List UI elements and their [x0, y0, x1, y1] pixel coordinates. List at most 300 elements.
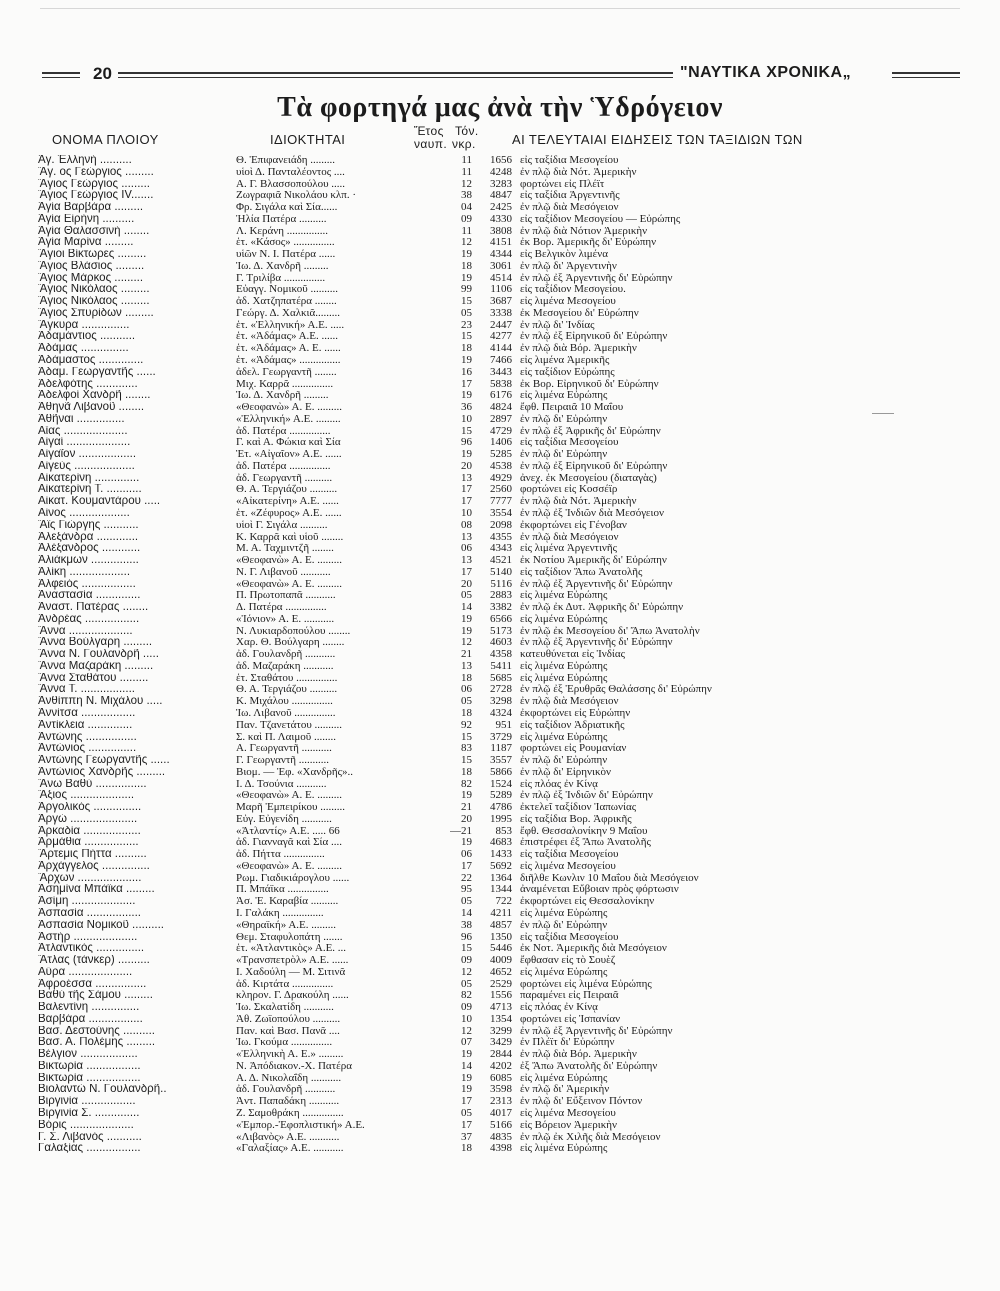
build-year: 08 [461, 519, 472, 531]
ship-name: Ἅγιοι Βίκτωρες ......... [38, 249, 147, 261]
table-row [38, 955, 938, 967]
header-latest-news: ΑΙ ΤΕΛΕΥΤΑΙΑΙ ΕΙΔΗΣΕΙΣ ΤΩΝ ΤΑΞΙΔΙΩΝ ΤΩΝ [512, 132, 803, 147]
owner: «Θεοφανὼ» Α. Ε. ......... [236, 860, 342, 872]
latest-news: εἰς ταξίδιον Μεσογείου — Εὐρώπης [520, 213, 681, 225]
table-row [38, 579, 938, 591]
header-rule-right-2 [892, 77, 960, 78]
ship-name: Ἄγκυρα ............... [38, 319, 130, 331]
latest-news: ἐν πλῷ δι' Εὐρώπην [520, 413, 608, 425]
ship-name: Βασ. Δεστούνης .......... [38, 1025, 155, 1037]
latest-news: ἐκφορτώνει εἰς Εὐρώπην [520, 707, 631, 719]
table-row [38, 567, 938, 579]
latest-news: φορτώνει εἰς Ἰσπανίαν [520, 1013, 621, 1025]
owner: ἀδ. Πατέρα ............... [236, 460, 331, 472]
tonnage: 5685 [490, 672, 512, 684]
owner: Ἰω. Λιβανοῦ ............... [236, 707, 336, 719]
ship-name: Ἀργὼ ..................... [38, 813, 138, 825]
table-row [38, 1061, 938, 1073]
table-row [38, 990, 938, 1002]
owner: «Θεοφανὼ» Α. Ε. ......... [236, 402, 342, 414]
ship-name: Ἀντίκλεια .............. [38, 719, 133, 731]
table-row [38, 202, 938, 214]
tonnage: 7466 [490, 355, 512, 367]
ship-name: Βόρις .................... [38, 1119, 134, 1131]
build-year: 06 [461, 684, 472, 696]
latest-news: ἐν Πλέϊτ δι' Εὐρώπην [520, 1037, 615, 1049]
latest-news: εἰς λιμένα Εὐρώπης [520, 590, 608, 602]
latest-news: ἔφθ. Πειραιᾶ 10 Μαΐου [520, 402, 624, 414]
latest-news: εἰς λιμένα Εὐρώπης [520, 660, 608, 672]
table-row [38, 708, 938, 720]
owner: ἀδ. Κιρτάτα ............... [236, 978, 334, 990]
build-year: 17 [461, 860, 472, 872]
tonnage: 4211 [490, 908, 512, 919]
tonnage: 4277 [490, 331, 512, 343]
latest-news: εἰς λιμένα Εὐρώπης [520, 1143, 608, 1155]
page-header [40, 62, 960, 88]
tonnage: 3299 [490, 1025, 512, 1037]
latest-news: φορτώνει εἰς λιμένα Εὐρώπης [520, 978, 652, 990]
table-row [38, 932, 938, 944]
build-year: 07 [461, 1037, 472, 1049]
latest-news: εἰς πλόας ἐν Κίνᾳ [520, 778, 598, 790]
owner: Χαρ. Θ. Βούλγαρη ........ [236, 637, 345, 649]
tonnage: 6176 [490, 390, 512, 402]
build-year: 19 [461, 790, 472, 802]
table-row [38, 414, 938, 426]
latest-news: ἐν πλῷ ἐξ Εἰρηνικοῦ δι' Εὐρώπην [520, 460, 668, 472]
latest-news: εἰς πλόας ἐν Κίνᾳ [520, 1002, 598, 1014]
owner: Ἠλία Πατέρα .......... [236, 213, 327, 225]
tonnage: 4009 [490, 955, 512, 967]
header-tons-top: Τόν. [455, 124, 479, 138]
ship-name: Ἅγ. ος Γεώργιος ......... [38, 166, 154, 178]
ship-name: Αἰγαῖον .................. [38, 449, 137, 461]
build-year: 19 [461, 1049, 472, 1061]
build-year: 12 [461, 237, 472, 249]
owner: ἑτ. «Ἀδάμας» Α.Ε. ...... [236, 331, 339, 343]
owner: Ἀσ. Ἐ. Καραβία .......... [236, 896, 339, 908]
owner: «Λιβανὸς» Α.Ε. ........... [236, 1131, 340, 1143]
build-year: 95 [461, 884, 472, 896]
table-row [38, 861, 938, 873]
owner: Π. Μπάϊκα ............... [236, 884, 329, 896]
owner: Α. Δ. Νικολαΐδη ........... [236, 1072, 342, 1084]
owner: «Αἰκατερίνη» Α.Ε. ...... [236, 496, 339, 508]
owner: ἑτ. «Ἀδάμας» ............... [236, 355, 341, 367]
build-year: 20 [461, 813, 472, 825]
tonnage: 5285 [490, 449, 512, 461]
build-year: 83 [461, 743, 472, 755]
latest-news: ἐκ Νοτίου Ἀμερικῆς δι' Εὐρώπην [520, 555, 667, 567]
build-year: 11 [461, 166, 472, 178]
owner: Εὐαγγ. Νομικοῦ .......... [236, 284, 338, 296]
owner: Θ. Ἐπιφανειάδη ......... [236, 155, 336, 166]
ship-name: Ἅγιος Μάρκος ......... [38, 272, 144, 284]
build-year: 92 [461, 719, 472, 731]
tonnage: 1524 [490, 778, 512, 790]
tonnage: 3283 [490, 178, 512, 190]
table-row [38, 814, 938, 826]
build-year: 18 [461, 672, 472, 684]
owner: Μιχ. Καρρᾶ ............... [236, 378, 334, 390]
tonnage: 5838 [490, 378, 512, 390]
table-row [38, 308, 938, 320]
build-year: 19 [461, 1084, 472, 1096]
ship-name: Ἅγιος Νικόλαος ......... [38, 296, 150, 308]
ship-name: Ἀθῆναι ............... [38, 413, 125, 425]
build-year: 38 [461, 919, 472, 931]
latest-news: εἰς ταξίδιον Ἄπω Ἀνατολῆς [520, 566, 643, 578]
tonnage: 2425 [490, 202, 512, 214]
magazine-title: "ΝΑΥΤΙΚΑ ΧΡΟΝΙΚΑ„ [680, 64, 852, 81]
table-row [38, 779, 938, 791]
latest-news: εἰς λιμένα Εὐρώπης [520, 731, 608, 743]
owner: ἑτ. «Ἑλληνική» Α.Ε. ..... [236, 319, 345, 331]
build-year: 12 [461, 966, 472, 978]
build-year: 19 [461, 355, 472, 367]
latest-news: ἐπιστρέφει ἐξ Ἄπω Ἀνατολῆς [520, 837, 651, 849]
build-year: 09 [461, 213, 472, 225]
tonnage: 1364 [490, 872, 512, 884]
owner: Φρ. Σιγάλα καὶ Σία...... [236, 202, 338, 214]
table-row [38, 1026, 938, 1038]
latest-news: φορτώνει εἰς Ρουμανίαν [520, 743, 627, 755]
table-row [38, 720, 938, 732]
table-row [38, 484, 938, 496]
ship-name: Ἀγ. Ἑλληνὴ .......... [38, 155, 132, 166]
tonnage: 3687 [490, 296, 512, 308]
table-row [38, 649, 938, 661]
build-year: 82 [461, 990, 472, 1002]
table-row [38, 684, 938, 696]
table-row [38, 190, 938, 202]
build-year: 06 [461, 849, 472, 861]
tonnage: 1656 [490, 155, 512, 166]
tonnage: 4343 [490, 543, 512, 555]
table-row [38, 696, 938, 708]
latest-news: ἐν πλῷ ἐξ Ἀργεντινῆς δι' Εὐρώπην [520, 578, 673, 590]
tonnage: 4652 [490, 966, 512, 978]
build-year: 18 [461, 766, 472, 778]
table-row [38, 1132, 938, 1144]
table-row [38, 1096, 938, 1108]
latest-news: ἐν πλῷ δι' Εὐρώπην [520, 919, 608, 931]
table-row [38, 520, 938, 532]
ship-name: Ἅγιος Νικόλαος ......... [38, 284, 150, 296]
ship-name: Ἀργολικὸς ............... [38, 802, 142, 814]
owner: Κ. Μιχάλου ............... [236, 696, 333, 708]
table-row [38, 214, 938, 226]
ship-name: Ἀννίτσα ................. [38, 707, 136, 719]
owner: Π. Πρωτοπαπᾶ ........... [236, 590, 336, 602]
ship-name: Ἀδελφότης ............. [38, 378, 138, 390]
tonnage: 1350 [490, 931, 512, 943]
latest-news: ἐκφορτώνει εἰς Θεσσαλονίκην [520, 896, 655, 908]
table-row [38, 873, 938, 885]
latest-news: ἐκ Βορ. Ἀμερικῆς δι' Εὐρώπην [520, 237, 657, 249]
latest-news: εἰς Βελγικὸν λιμένα [520, 249, 608, 261]
build-year: 19 [461, 1072, 472, 1084]
ship-name: Βιολαντὼ Ν. Γουλανδρῆ.. [38, 1084, 167, 1096]
ship-name: Ἀσπασία Νομικοῦ .......... [38, 919, 165, 931]
owner: Γ. καὶ Α. Φώκια καὶ Σία [236, 437, 341, 449]
ship-name: Ἀλέξανδρος ............ [38, 543, 141, 555]
table-row [38, 167, 938, 179]
build-year: 15 [461, 943, 472, 955]
ship-name: Ἀσίμη .................... [38, 896, 136, 908]
build-year: 99 [461, 284, 472, 296]
latest-news: ἐν πλῷ ἐξ Ἰνδιῶν διὰ Μεσόγειον [520, 507, 664, 519]
tonnage: 4151 [490, 237, 512, 249]
tonnage: 4857 [490, 919, 512, 931]
owner: «Ἀτλαντίς» Α.Ε. ..... 66 [236, 825, 340, 837]
latest-news: εἰς λιμένα Μεσογείου [520, 1108, 616, 1120]
tonnage: 4248 [490, 166, 512, 178]
tonnage: 2560 [490, 484, 512, 496]
table-row [38, 908, 938, 920]
owner: Παν. Τζανετάτου .......... [236, 719, 343, 731]
table-row [38, 826, 938, 838]
latest-news: εἰς λιμένα Εὐρώπης [520, 1072, 608, 1084]
build-year: 04 [461, 202, 472, 214]
table-row [38, 261, 938, 273]
owner: Θ. Α. Τεργιάζου .......... [236, 684, 338, 696]
ship-name: Ἄρχων .................... [38, 872, 142, 884]
tonnage: 3382 [490, 602, 512, 614]
latest-news: ἐν πλῷ ἐκ Δυτ. Ἀφρικῆς δι' Εὐρώπην [520, 602, 684, 614]
ship-name: Ἀναστασία .............. [38, 590, 141, 602]
table-row [38, 496, 938, 508]
owner: Ρωμ. Γιαδικιάρογλου ...... [236, 872, 350, 884]
latest-news: ἐκ Νοτ. Ἀμερικῆς διὰ Μεσόγειον [520, 943, 667, 955]
owner: ἀδ. Πατέρα ............... [236, 425, 331, 437]
build-year: 13 [461, 555, 472, 567]
tonnage: 3729 [490, 731, 512, 743]
build-year: 17 [461, 1119, 472, 1131]
build-year: 19 [461, 272, 472, 284]
build-year: 13 [461, 472, 472, 484]
tonnage: 1406 [490, 437, 512, 449]
table-row [38, 532, 938, 544]
build-year: 17 [461, 484, 472, 496]
tonnage: 3298 [490, 696, 512, 708]
ship-name: Ἄννα Βούλγαρη ......... [38, 637, 153, 649]
ship-name: Ἀρχάγγελος ............... [38, 860, 150, 872]
owner: «Θηραϊκή» Α.Ε. ......... [236, 919, 337, 931]
owner: Ν. Ἀπόδιακον.-Χ. Πατέρα [236, 1060, 352, 1072]
table-row [38, 249, 938, 261]
latest-news: ἐν πλῷ ἐκ Χιλῆς διὰ Μεσόγειον [520, 1131, 661, 1143]
owner: «Τρανσπετρὸλ» Α.Ε. ...... [236, 955, 349, 967]
ship-name: Ἀσημίνα Μπάϊκα ......... [38, 884, 155, 896]
latest-news: ἐν πλῷ δι' Ἀργεντινὴν [520, 260, 617, 272]
table-row [38, 226, 938, 238]
tonnage: 3598 [490, 1084, 512, 1096]
table-row [38, 390, 938, 402]
build-year: 19 [461, 249, 472, 261]
build-year: 18 [461, 343, 472, 355]
ship-table [38, 155, 938, 1155]
ship-name: Ἀλιάκμων ............... [38, 555, 139, 567]
ship-name: Ἄννα Μαζαράκη ......... [38, 660, 154, 672]
tonnage: 4324 [490, 707, 512, 719]
latest-news: ἐν πλῷ ἐξ Ἀργεντινῆς δι' Εὐρώπην [520, 637, 673, 649]
latest-news: εἰς ταξίδιον Μεσογείου. [520, 284, 626, 296]
tonnage: 5116 [490, 578, 512, 590]
ship-name: Βαρβάρα ................. [38, 1013, 143, 1025]
ship-name: Ἀντώνης Γεωργαντῆς ...... [38, 755, 170, 767]
build-year: 82 [461, 778, 472, 790]
owner: Ν. Λυκιαρδοπούλου ........ [236, 625, 351, 637]
ship-name: Ἄρτεμις Πήττα .......... [38, 849, 147, 861]
table-row [38, 967, 938, 979]
table-row [38, 673, 938, 685]
table-row [38, 426, 938, 438]
owner: Α. Γεωργαντῆ ........... [236, 743, 332, 755]
top-rule [40, 8, 960, 9]
tonnage: 4713 [490, 1002, 512, 1014]
latest-news: ἐν πλῷ διὰ Βόρ. Ἀμερικὴν [520, 343, 637, 355]
tonnage: 2728 [490, 684, 512, 696]
latest-news: ἐν πλῷ ἐξ Ἐρυθρᾶς Θαλάσσης δι' Εὐρώπην [520, 684, 712, 696]
ship-name: Αἶνος ................... [38, 507, 130, 519]
ship-name: Ἅγιος Γεώργιος ......... [38, 178, 150, 190]
latest-news: ἐκφορτώνει εἰς Γένοβαν [520, 519, 627, 531]
owner: ἀδ. Γουλανδρῆ ........... [236, 1084, 336, 1096]
build-year: 37 [461, 1131, 472, 1143]
tonnage: 5692 [490, 860, 512, 872]
build-year: —21 [450, 825, 472, 837]
latest-news: παραμένει εἰς Πειραιᾶ [520, 990, 619, 1002]
tonnage: 3061 [490, 260, 512, 272]
owner: Μ. Α. Ταχμιντζῆ ........ [236, 543, 334, 555]
tonnage: 6566 [490, 613, 512, 625]
ship-name: Ἀντώνης ................ [38, 731, 137, 743]
build-year: 21 [461, 649, 472, 661]
build-year: 17 [461, 496, 472, 508]
latest-news: φορτώνει εἰς Κοσσέϊρ [520, 484, 618, 496]
table-row [38, 755, 938, 767]
tonnage: 1556 [490, 990, 512, 1002]
tonnage: 5166 [490, 1119, 512, 1131]
latest-news: εἰς ταξίδια Βορ. Ἀφρικῆς [520, 813, 632, 825]
owner: «Θεοφανὼ» Α. Ε. ......... [236, 790, 342, 802]
latest-news: εἰς λιμένα Μεσογείου [520, 860, 616, 872]
table-row [38, 1120, 938, 1132]
build-year: 05 [461, 307, 472, 319]
build-year: 11 [461, 155, 472, 166]
build-year: 19 [461, 390, 472, 402]
owner: Ι. Χαδούλη — Μ. Σιτινᾶ [236, 966, 346, 978]
latest-news: ἐν πλῷ διὰ Νότ. Ἀμερικὴν [520, 496, 637, 508]
latest-news: φορτώνει εἰς Πλέϊτ [520, 178, 605, 190]
owner: Παν. καὶ Βασ. Πανᾶ .... [236, 1025, 340, 1037]
owner: ἑτ. «Κάσος» ............... [236, 237, 335, 249]
build-year: 06 [461, 543, 472, 555]
table-row [38, 637, 938, 649]
build-year: 96 [461, 931, 472, 943]
ship-name: Ἀδαμάντιος ........... [38, 331, 136, 343]
owner: «Θεοφανὼ» Α. Ε. ......... [236, 555, 342, 567]
latest-news: ἔφθασαν εἰς τὸ Σουὲζ [520, 955, 616, 967]
latest-news: διῆλθε Κωνλιν 10 Μαΐου διὰ Μεσόγειον [520, 872, 699, 884]
tonnage: 5866 [490, 766, 512, 778]
owner: Κ. Καρρᾶ καὶ υἱοῦ ........ [236, 531, 344, 543]
table-row [38, 849, 938, 861]
ship-name: Βιργινία ................. [38, 1096, 136, 1108]
ship-name: Αὔρα .................... [38, 966, 133, 978]
ship-name: Αἰκατερίνη .............. [38, 472, 140, 484]
table-row [38, 896, 938, 908]
tonnage: 3443 [490, 366, 512, 378]
build-year: 15 [461, 296, 472, 308]
build-year: 05 [461, 896, 472, 908]
tonnage: 5140 [490, 566, 512, 578]
latest-news: ἐν πλῷ δι' Εὐρώπην [520, 755, 608, 767]
owner: «Ἰόνιον» Α. Ε. ........... [236, 613, 335, 625]
table-row [38, 367, 938, 379]
tonnage: 3808 [490, 225, 512, 237]
ship-name: Ἀνθίππη Ν. Μιχάλου ..... [38, 696, 163, 708]
build-year: 12 [461, 178, 472, 190]
header-year-bottom: ναυπ. [414, 137, 448, 151]
tonnage: 4538 [490, 460, 512, 472]
build-year: 12 [461, 1025, 472, 1037]
latest-news: ἐξ Ἄπω Ἀνατολῆς δι' Εὐρώπην [520, 1060, 658, 1072]
build-year: 19 [461, 613, 472, 625]
tonnage: 1995 [490, 813, 512, 825]
ship-name: Ἁγία Βαρβάρα ......... [38, 202, 144, 214]
ship-name: Ἄννα Ν. Γουλανδρῆ ..... [38, 649, 159, 661]
ship-name: Αἰγεὺς ................... [38, 460, 135, 472]
tonnage: 1187 [490, 743, 512, 755]
ship-name: Ἀντώνιος ............... [38, 743, 137, 755]
tonnage: 4929 [490, 472, 512, 484]
tonnage: 1344 [490, 884, 512, 896]
ship-name: Βιργινία Σ. .............. [38, 1108, 140, 1120]
latest-news: εἰς λιμένα Εὐρώπης [520, 613, 608, 625]
tonnage: 4729 [490, 425, 512, 437]
ship-name: Ἅγιος Βλάσιος ......... [38, 260, 145, 272]
owner: Γ. Γεωργαντῆ ........... [236, 755, 330, 767]
ship-name: Ἀφροέσσα ................ [38, 978, 147, 990]
build-year: 17 [461, 378, 472, 390]
owner: «Ἑλληνικὴ Α. Ε.» ......... [236, 1049, 344, 1061]
build-year: 15 [461, 425, 472, 437]
latest-news: ἀναμένεται Εὔβοιαν πρὸς φόρτωσιν [520, 884, 679, 896]
owner: κληρον. Γ. Δρακούλη ...... [236, 990, 349, 1002]
header-rule-left-2 [42, 77, 80, 78]
owner: Ι. Γαλάκη ............... [236, 908, 324, 919]
ship-name: Ἄννα Σταθάτου ......... [38, 672, 149, 684]
owner: Ἀντ. Παπαδάκη ........... [236, 1096, 340, 1108]
tonnage: 5446 [490, 943, 512, 955]
ship-name: Ἅγιος Σπυρίδων ......... [38, 307, 154, 319]
ship-name: Ἁγία Θαλασσινὴ ........ [38, 225, 150, 237]
latest-news: εἰς ταξίδια Μεσογείου [520, 437, 619, 449]
ship-name: Ἀλεξάνδρα ............. [38, 531, 139, 543]
tonnage: 2529 [490, 978, 512, 990]
tonnage: 722 [495, 896, 512, 908]
table-row [38, 1108, 938, 1120]
build-year: 15 [461, 755, 472, 767]
tonnage: 4847 [490, 190, 512, 202]
owner: ἑτ. «Ζέφυρος» Α.Ε. ...... [236, 507, 342, 519]
latest-news: ἐν πλῷ ἐκ Μεσογείου δι' Ἄπω Ἀνατολὴν [520, 625, 700, 637]
latest-news: ἐν πλῷ διὰ Νότ. Ἀμερικὴν [520, 166, 637, 178]
owner: ἀδ. Γιανναγᾶ καὶ Σία .... [236, 837, 343, 849]
